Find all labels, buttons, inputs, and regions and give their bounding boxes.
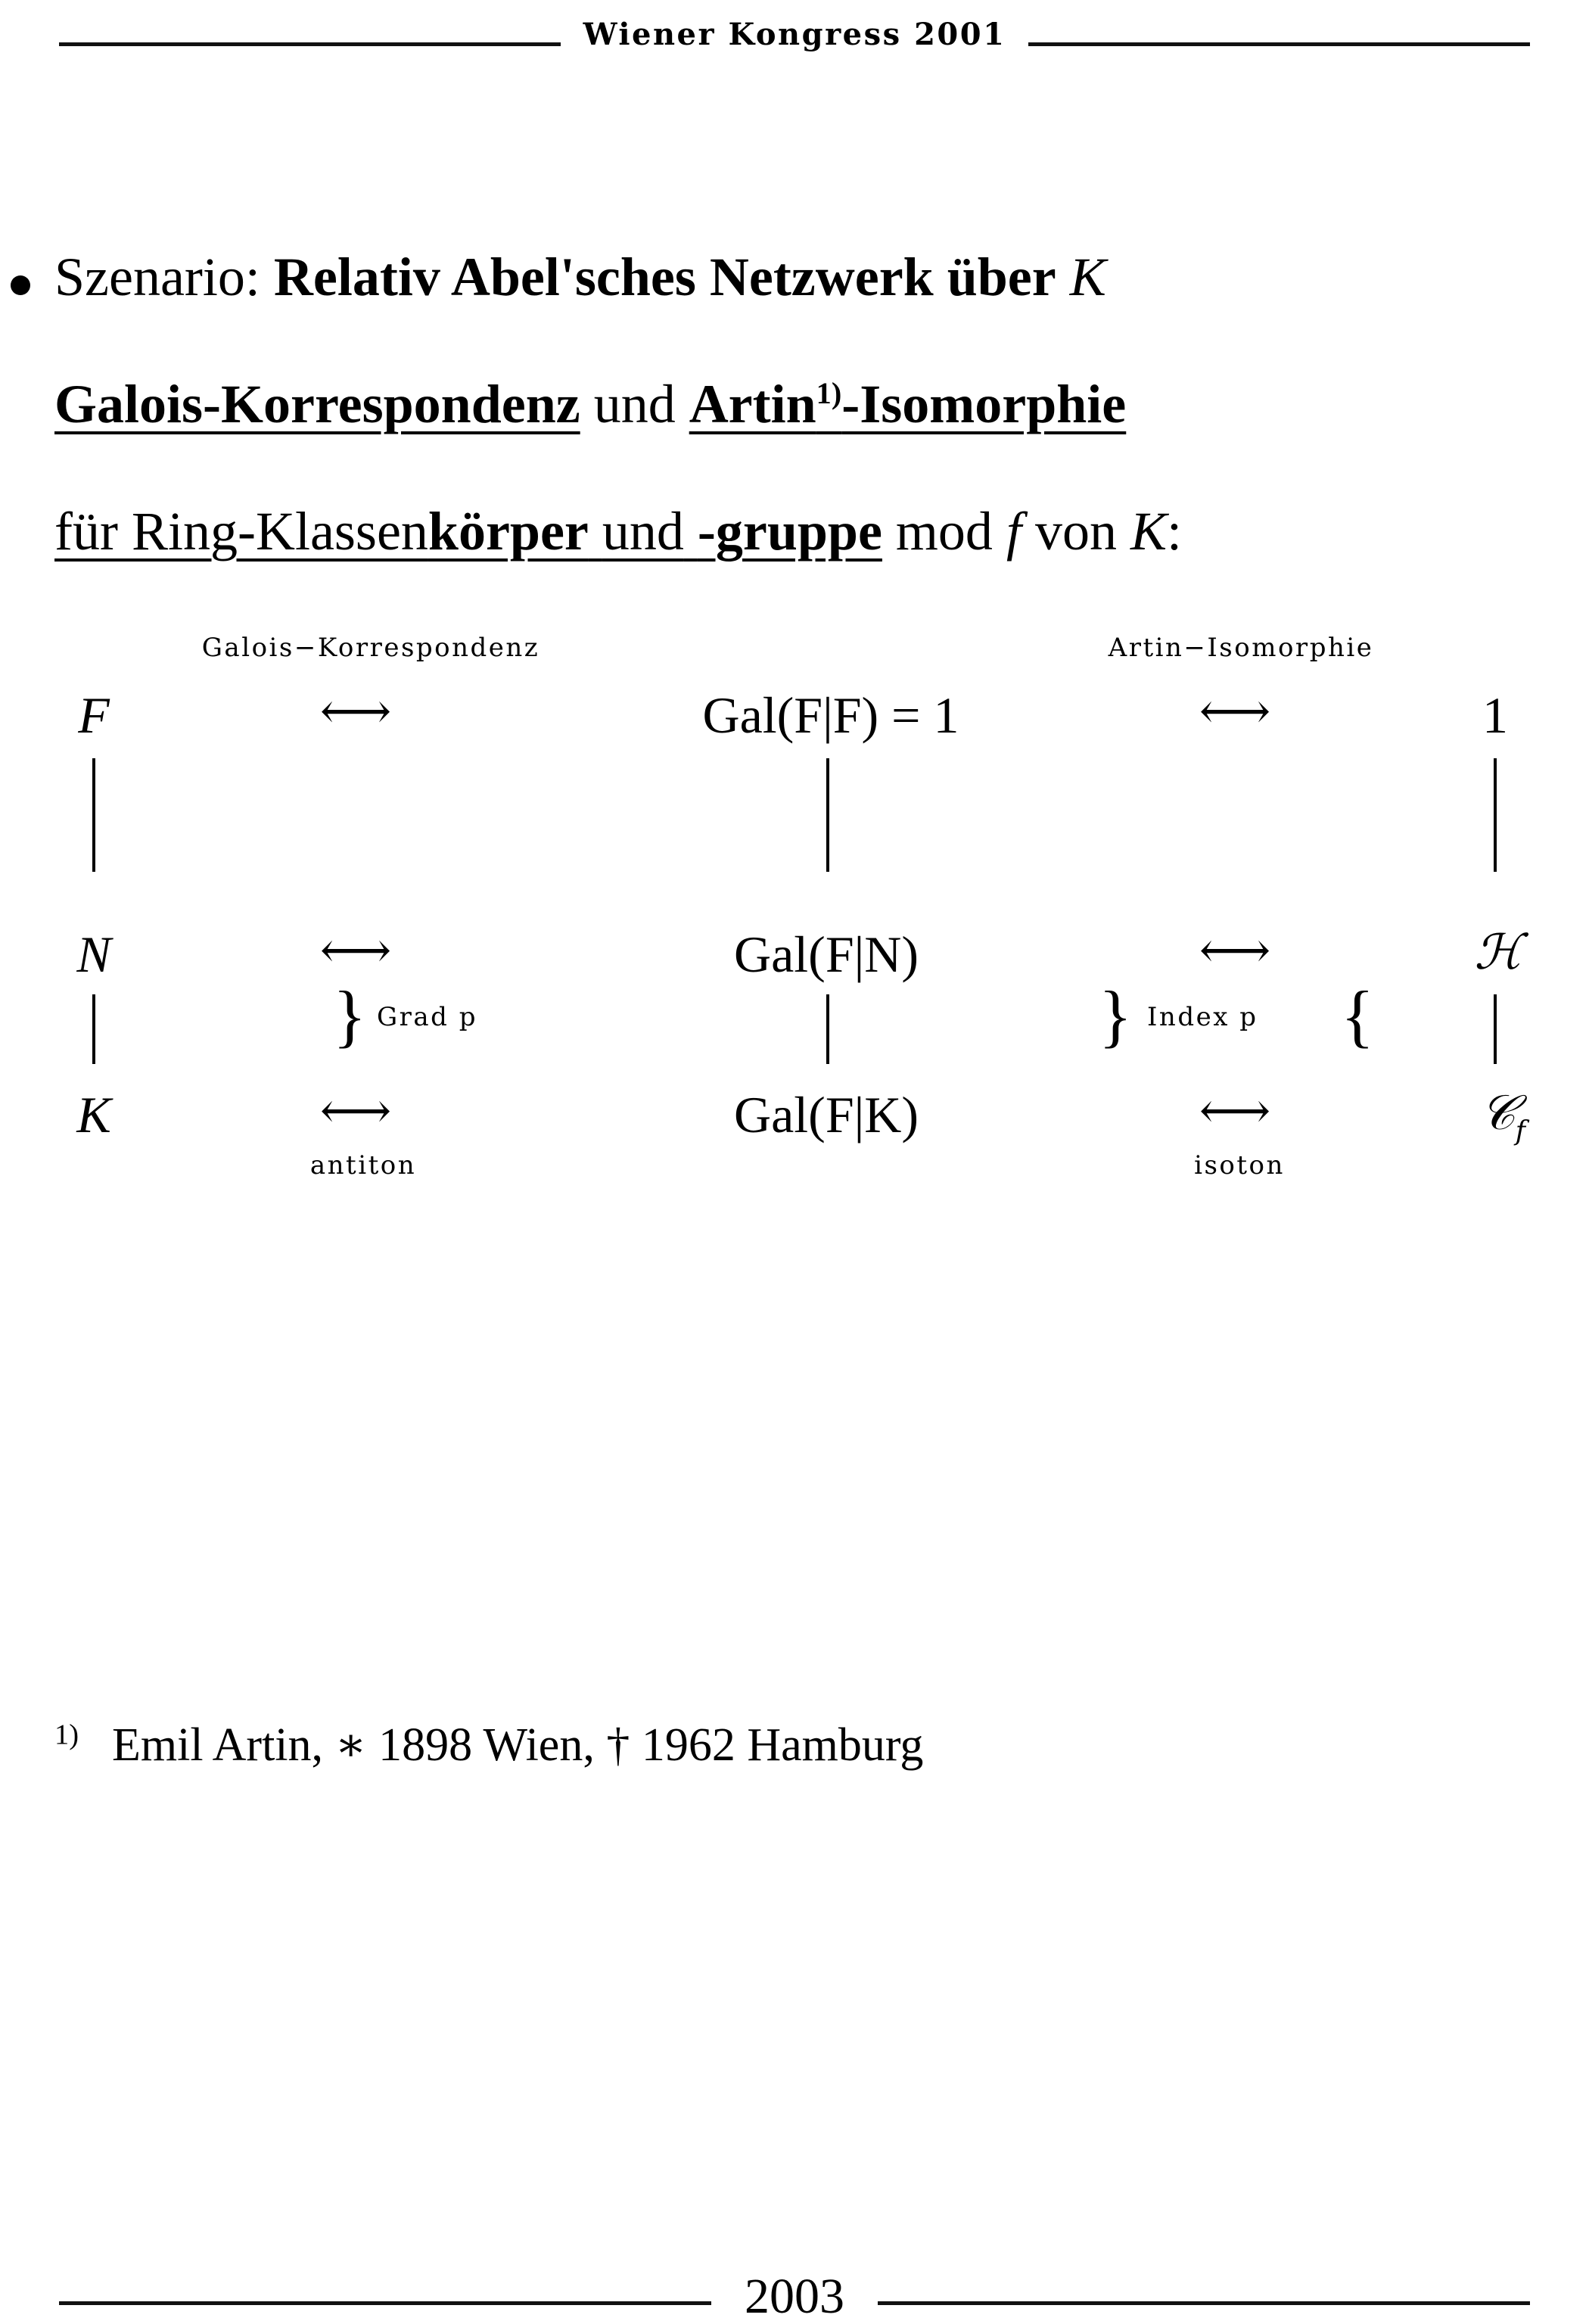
line3-colon: :	[1166, 501, 1182, 562]
diagram-classgroup-H: ℋ	[1474, 925, 1522, 981]
headline-connector-und: und	[593, 374, 676, 434]
diagram-group-F: Gal(F|F) = 1	[702, 686, 959, 744]
tower-line-F-N	[92, 758, 95, 872]
header-title: Wiener Kongress 2001	[583, 16, 1006, 52]
von-keyword: von	[1034, 501, 1117, 562]
brace-index-p-open: {	[1341, 977, 1375, 1054]
classgroup-C-letter: 𝒞	[1480, 1085, 1516, 1141]
classgroup-line-1-H	[1494, 758, 1497, 872]
footnote	[54, 1716, 923, 1772]
galois-korrespondenz-term: Galois-Korrespondenz	[54, 374, 580, 434]
page-header	[0, 0, 1589, 68]
und-connector-2	[589, 501, 602, 562]
artin-footnote-marker: 1)	[816, 376, 842, 410]
headline-italic-var: K	[1069, 247, 1106, 307]
footer-page-number: 2003	[745, 2269, 844, 2324]
headline-line-3	[0, 501, 1589, 562]
isomorphie-tail: -Isomorphie	[841, 374, 1127, 434]
annotation-grad-p: Grad p	[377, 1002, 478, 1032]
bullet-dot-icon	[11, 275, 30, 295]
arrow-artin-row-3: ⟷	[1199, 1084, 1271, 1139]
mod-keyword: mod	[895, 501, 993, 562]
headline-line-1	[0, 247, 1589, 307]
arrow-galois-row-2: ⟷	[319, 923, 392, 978]
classgroup-subscript-f: f	[1515, 1115, 1525, 1146]
brace-grad-p: }	[333, 977, 367, 1054]
und-text-2: und	[602, 501, 684, 562]
headline-bold-text: Relativ Abel'sches Netzwerk über	[273, 247, 1056, 307]
diagram-field-F: F	[78, 686, 110, 744]
modulus-var-f: f	[1006, 501, 1022, 562]
diagram-field-N: N	[76, 926, 111, 983]
annotation-index-p: Index p	[1147, 1002, 1258, 1032]
footnote-marker: 1)	[54, 1719, 79, 1751]
diagram-group-N: Gal(F|N)	[733, 926, 919, 983]
page-footer	[0, 2231, 1589, 2322]
diagram-label-galois-korrespondenz: Galois−Korrespondenz	[201, 633, 540, 663]
headline-line-2	[0, 374, 1589, 434]
diagram-group-K: Gal(F|K)	[733, 1086, 919, 1143]
base-field-var-k: K	[1130, 501, 1167, 562]
diagram-label-artin-isomorphie: Artin−Isomorphie	[1108, 633, 1374, 663]
koerper-term: körper	[428, 501, 589, 562]
header-rule-right	[1028, 42, 1530, 46]
diagram-field-K: K	[76, 1086, 111, 1143]
headline-lead: Szenario:	[54, 247, 260, 307]
arrow-artin-row-2: ⟷	[1199, 923, 1271, 978]
headline-block	[0, 247, 1589, 562]
arrow-artin-row-1: ⟷	[1199, 684, 1271, 739]
gruppe-term: -gruppe	[697, 501, 882, 562]
correspondence-diagram	[0, 628, 1589, 1203]
gal-line-F-N	[826, 758, 829, 872]
header-rule-left	[59, 42, 561, 46]
footer-rule-left	[59, 2301, 711, 2305]
caption-isoton: isoton	[1194, 1150, 1285, 1181]
ring-klassen-prefix: für Ring-Klassen	[54, 501, 428, 562]
ring-klassen-underlined-group	[54, 501, 882, 562]
artin-isomorphie-term	[689, 374, 1127, 434]
arrow-galois-row-1: ⟷	[319, 684, 392, 739]
artin-stem: Artin	[689, 374, 816, 434]
tower-line-N-K	[92, 994, 95, 1064]
gal-line-N-K	[826, 994, 829, 1064]
slide-body	[0, 114, 1589, 1771]
diagram-classgroup-trivial: 1	[1482, 686, 1508, 744]
footnote-text: Emil Artin, ∗ 1898 Wien, † 1962 Hamburg	[112, 1719, 924, 1771]
classgroup-line-H-Cf	[1494, 994, 1497, 1064]
brace-index-p-close: }	[1099, 977, 1133, 1054]
footer-rule-right	[878, 2301, 1530, 2305]
arrow-galois-row-3: ⟷	[319, 1084, 392, 1139]
caption-antiton: antiton	[309, 1150, 417, 1181]
diagram-classgroup-Cf	[1480, 1085, 1525, 1146]
